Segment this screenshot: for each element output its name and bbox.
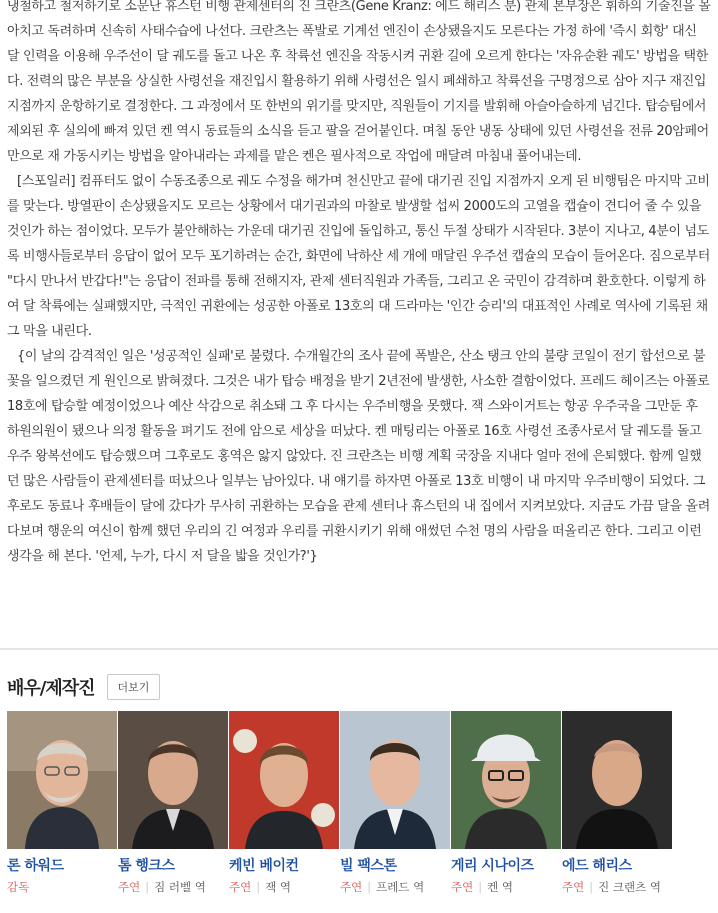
role-separator: | [256,880,261,894]
article-paragraph: [스포일러] 컴퓨터도 없이 수동조종으로 궤도 수정을 해가며 천신만고 끝에 대기권 진입 지점까지 오게 된 비행팀은 마지막 고비를 맞는다. 방열판이 손상됐을지도 모르는 상황에서 대기권과의 마찰로 발생할 섭씨 2000도의 고열을 캡슐이 견디어 줄 수 있을 것인가 하는 점이었다. 모두가 불안해하는 가운데 대기권 진입에 돌입하고, 통신 두절 상태가 시작된다. 3분이 지나고, 4분이 넘도록 비행사들로부터 응답이 없어 모두 포기하려는 순간, 화면에 낙하산 세 개에 매달린 우주선 캡슐의 모습이 들어온다. 짐으로부터 "다시 만나서 반갑다!"는 응답이 전파를 통해 전해지자, 관제 센터직원과 가족들, 그리고 온 국민이 감격하며 환호한다. 이렇게 하여 달 착륙에는 실패했지만, 극적인 귀환에는 성공한 아폴로 13호의 대 드라마는 '인간 승리'의 대표적인 사례로 역사에 기록된 채 그 막을 내린다. [7,174,710,339]
role-separator: | [367,880,372,894]
portrait-image [562,711,672,849]
cast-item [7,711,118,897]
cast-name-link[interactable]: 론 하워드 [7,858,64,874]
section-divider [0,648,718,650]
role-character: 켄 역 [487,880,513,894]
article-paragraph: {이 날의 감격적인 일은 '성공적인 실패'로 불렸다. 수개월간의 조사 끝에 폭발은, 산소 탱크 안의 불량 코일이 전기 합선으로 불꽃을 일으켰던 게 원인으로 밝혀졌다. 그것은 내가 탑승 배정을 받기 2년전에 발생한, 사소한 결함이었다. 프레드 헤이즈는 아폴로 18호에 탑승할 예정이었으나 예산 삭감으로 취소돼 그 후 다시는 우주비행을 못했다. 잭 스와이거트는 항공 우주국을 그만둔 후 하원의원이 됐으나 의정 활동을 펴기도 전에 암으로 세상을 떠났다. 켄 매팅리는 아폴로 16호 사령선 조종사로서 달 궤도를 돌고 우주 왕복선에도 탑승했으며 그후로도 홍역은 앓지 않았다. 진 크란츠는 비행 계획 국장을 지내다 얼마 전에 은퇴했다. 함께 일했던 많은 사람들이 관제센터를 떠났으나 일부는 남아있다. 내 얘기를 하자면 아폴로 13호 비행이 내 마지막 우주비행이 되었다. 그 후로도 동료나 후배들이 달에 갔다가 무사히 귀환하는 모습을 관제 센터나 휴스턴의 내 집에서 지켜보았다. 지금도 가끔 달을 올려다보며 행운의 여신이 함께 했던 우리의 긴 여정과 우리를 귀환시키기 위해 애썼던 수천 명의 사람을 떠올리곤 한다. 그리고 이런 생각을 해 본다. '언제, 누가, 다시 저 달을 밟을 것인가?'} [7,349,710,564]
cast-role [451,877,562,897]
cast-item [118,711,229,897]
portrait-image [7,711,117,849]
cast-role [340,877,451,897]
cast-role [229,877,340,897]
role-character: 잭 역 [265,880,291,894]
role-separator: | [478,880,483,894]
cast-name-link[interactable]: 톰 행크스 [118,858,175,874]
cast-photo[interactable] [118,711,228,849]
cast-item [562,711,673,897]
role-separator: | [145,880,150,894]
cast-header [7,672,160,702]
cast-name-link[interactable]: 빌 팩스톤 [340,858,397,874]
cast-name-link[interactable]: 케빈 베이컨 [229,858,299,874]
cast-name-link[interactable]: 게리 시나이즈 [451,858,534,874]
cast-role [118,877,229,897]
article-paragraph: 냉철하고 철저하기로 소문난 휴스턴 비행 관제센터의 진 크란츠(Gene Kranz: 에드 해리스 분) 관제 본부장은 휘하의 기술진을 몰아치고 독려하며 신속히 사태수습에 나선다. 크란츠는 폭발로 기계선 엔진이 손상됐을지도 모른다는 가정 하에 '즉시 회항' 대신 달 인력을 이용해 우주선이 달 궤도를 돌고 나온 후 착륙선 엔진을 작동시켜 귀환 길에 오르게 한다는 '자유순환 궤도' 방법을 택한다. 전력의 많은 부분을 상실한 사령선을 재진입시 활용하기 위해 사령선은 일시 폐쇄하고 착륙선을 구명정으로 삼아 지구 재진입 지점까지 운항하기로 결정한다. 그 과정에서 또 한번의 위기를 맞지만, 직원들이 기지를 발휘해 아슬아슬하게 넘긴다. 탑승팀에서 제외된 후 실의에 빠져 있던 켄 역시 동료들의 소식을 듣고 팔을 걷어붙인다. 며칠 동안 냉동 상태에 있던 사령선을 전류 20암페어만으로 재 가동시키는 방법을 알아내라는 과제를 맡은 켄은 필사적으로 작업에 매달려 마침내 풀어내는데. [7,0,711,164]
cast-photo[interactable] [562,711,672,849]
more-button[interactable]: 더보기 [107,674,161,700]
role-type: 주연 [340,880,363,894]
portrait-image [118,711,228,849]
portrait-image [340,711,450,849]
cast-photo[interactable] [340,711,450,849]
cast-list [7,711,673,897]
role-character: 짐 러벨 역 [154,880,206,894]
role-character: 진 크랜츠 역 [598,880,661,894]
role-separator: | [589,880,594,894]
role-type: 주연 [118,880,141,894]
cast-section-title: 배우/제작진 [7,678,95,699]
cast-photo[interactable] [229,711,339,849]
cast-item [340,711,451,897]
role-type: 주연 [229,880,252,894]
role-type: 주연 [562,880,585,894]
portrait-image [451,711,561,849]
role-type: 주연 [451,880,474,894]
portrait-image [229,711,339,849]
cast-role [562,877,673,897]
cast-name-link[interactable]: 에드 해리스 [562,858,632,874]
cast-item [451,711,562,897]
cast-role [7,877,118,897]
role-character: 프레드 역 [376,880,425,894]
cast-photo[interactable] [7,711,117,849]
article-body [7,0,711,569]
role-type: 감독 [7,880,30,894]
cast-photo[interactable] [451,711,561,849]
cast-item [229,711,340,897]
